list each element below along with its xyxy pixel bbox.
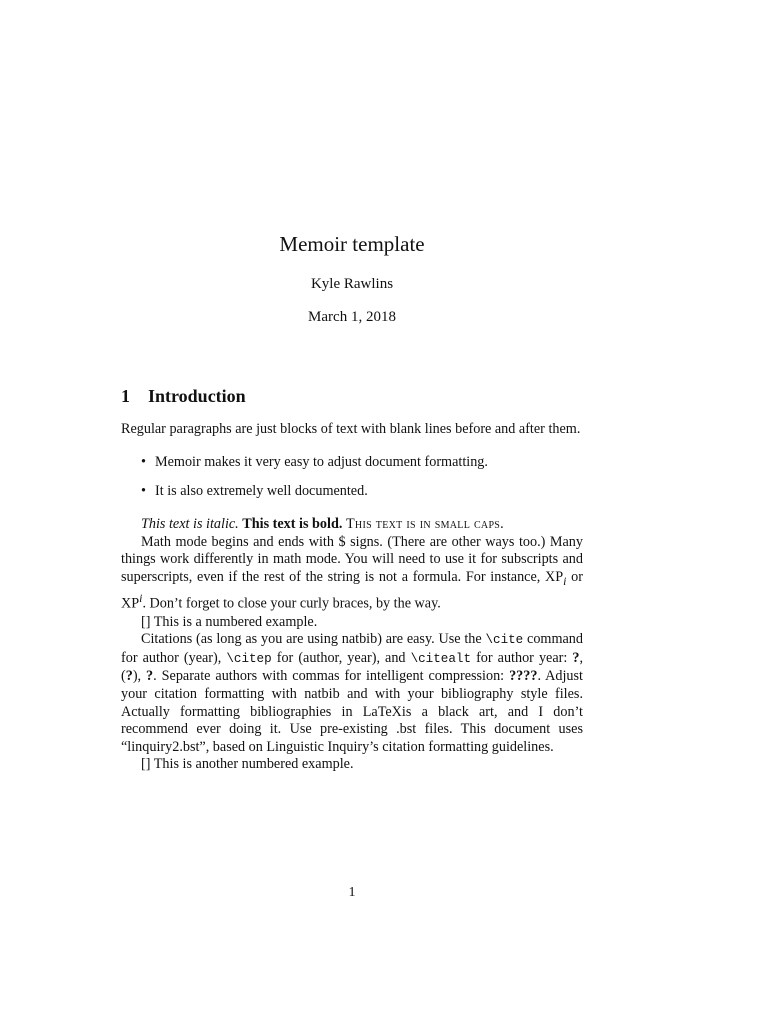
bullet-icon: • [141,483,146,499]
citep-command: \citep [226,651,272,666]
latex-logo: LaTeX [362,703,402,720]
list-item [141,483,368,501]
numbered-example: [] This is a numbered example. [141,613,318,630]
document-author: Kyle Rawlins [310,276,394,292]
math-paragraph: Math mode begins and ends with $ signs. (There are other ways too.) Many things work differently in math mode. You will need to use it for subscripts and superscripts, even if the rest of the string is not a formula. For instance, $XP_i$ or $XP^i$. Don’t forget to close your curly braces, by the way. [121,533,583,612]
citations-paragraph: Citations (as long as you are using natbib) are easy. Use the \cite command for author (year), \citep for (author, year), and \citealt for author year: ?, (?), ?. Separate authors with commas for intelligent compression: ????. Adjust your citation formatting with natbib and with your bibliography style files. Actually formatting bibliographies in LaTeXis a black art, and I don’t recommend ever doing it. Use pre-existing .bst files. This document uses “linquiry2.bst”, based on Linguistic Inquiry’s citation formatting guidelines. [121,631,583,755]
smallcaps-text: This text is in small caps. [345,516,505,532]
body-text [121,516,583,774]
cite-command: \cite [485,633,524,648]
italic-text: This text is italic. [141,516,239,532]
numbered-example: [] This is another numbered example. [141,756,354,773]
section-heading [121,386,246,407]
document-date: March 1, 2018 [308,309,396,325]
document-title: Memoir template [279,232,425,256]
page-number: 1 [348,885,356,900]
list-item-text: Memoir makes it very easy to adjust document formatting. [155,454,488,470]
list-item-text: It is also extremely well documented. [155,483,368,499]
bold-text: This text is bold. [242,516,343,532]
list-item [141,454,488,472]
style-line [121,516,583,534]
intro-paragraph: Regular paragraphs are just blocks of text with blank lines before and after them. [121,421,581,437]
section-title: Introduction [148,386,246,406]
section-number: 1 [121,386,130,406]
bullet-icon: • [141,454,146,470]
citealt-command: \citealt [410,651,472,666]
